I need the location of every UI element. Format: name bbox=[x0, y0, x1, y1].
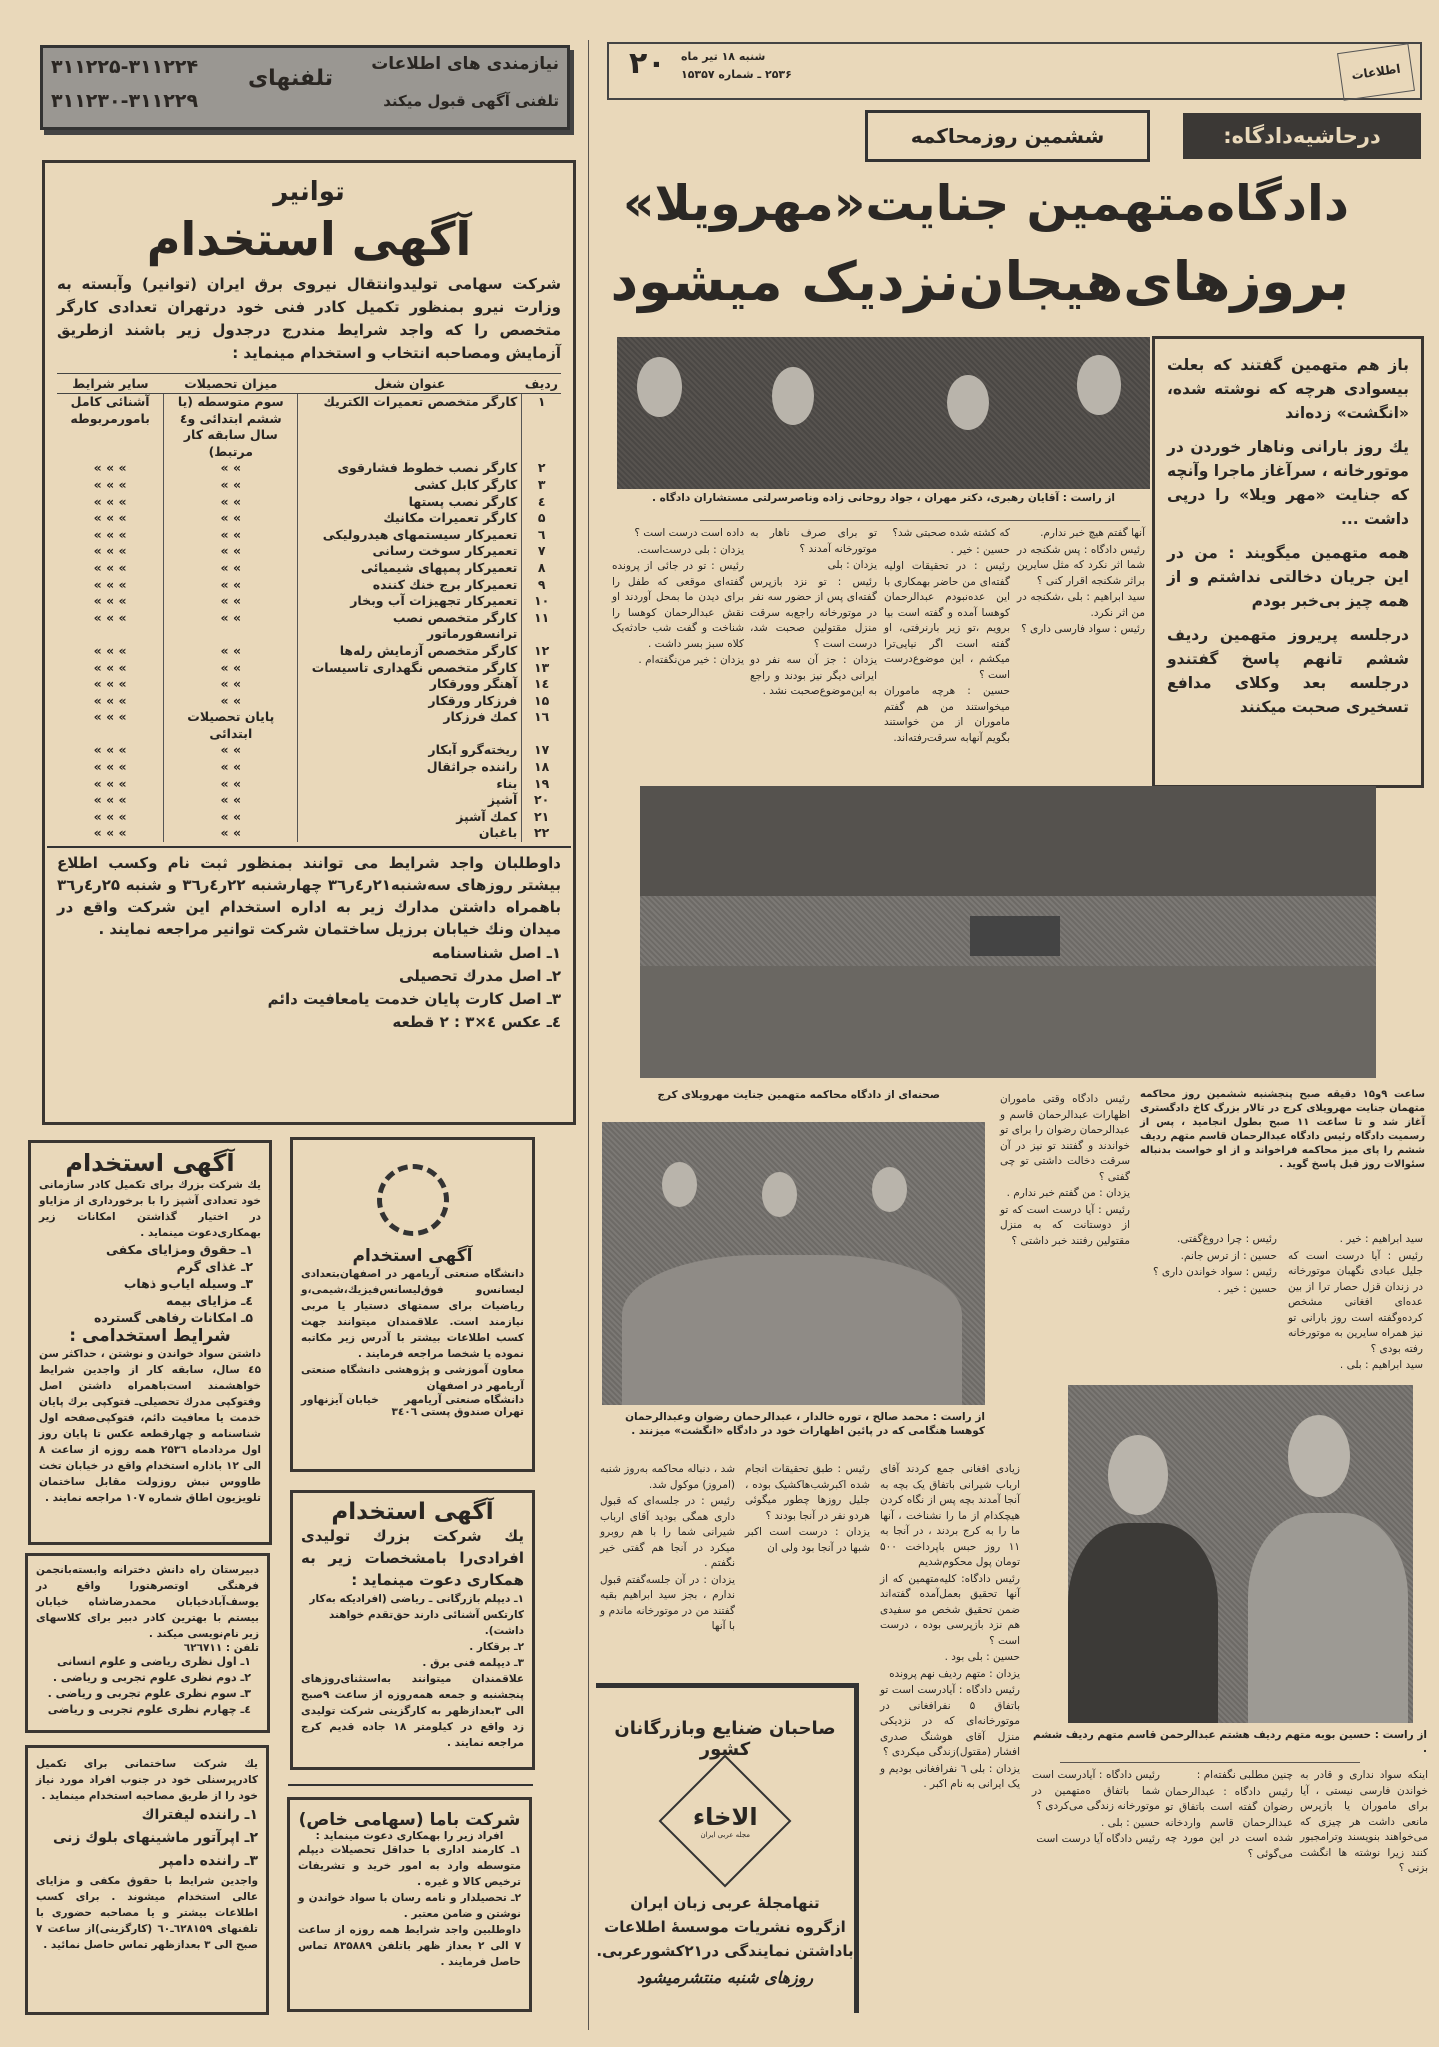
table-row bbox=[57, 643, 561, 660]
school-enrollment-ad bbox=[25, 1553, 270, 1733]
article-paragraph: رئیس : آیا درست است که تو از دوستانت که به منزل مقتولین رفتند خبر داشتی ؟ bbox=[1000, 1203, 1130, 1247]
col-header-row: ردیف bbox=[522, 374, 561, 394]
article-paragraph: یزدان : بلی bbox=[827, 559, 877, 571]
other-requirements: » » » bbox=[93, 510, 127, 526]
job-title: آهنگر وورقکار bbox=[298, 676, 522, 693]
table-row bbox=[57, 543, 561, 560]
ad-phone: تلفن : ٦۲٦۷۱۱ bbox=[183, 1642, 259, 1654]
row-number: ۱٦ bbox=[522, 709, 561, 742]
other-requirements: » » » bbox=[93, 576, 127, 592]
alakha-magazine-ad bbox=[596, 1683, 859, 2013]
education: » » bbox=[164, 792, 298, 809]
article-summary-box bbox=[1152, 336, 1424, 788]
position-item: ۲ـ تحصیلدار و نامه رسان با سواد خواندن و نوشتن و ضامن معتبر . bbox=[298, 1892, 521, 1920]
ad-headline: یك شرکت بزرك تولیدی افرادی‌را بامشخصات زیر به همکاری دعوت مینماید : bbox=[301, 1527, 524, 1589]
issue-date: شنبه ۱۸ تیر ماه bbox=[681, 50, 766, 63]
article-paragraph: چنین مطلبی نگفته‌ام : bbox=[1196, 1769, 1293, 1781]
article-paragraph: سید ابراهیم : بلی ،شکنجه در من اثر نکرد. bbox=[1017, 591, 1145, 619]
job-title: کارگر تعمیرات مکانیك bbox=[298, 510, 522, 527]
other-requirements: » » » bbox=[93, 676, 127, 692]
article-paragraph: رئیس : تو نزد بازپرس گفته‌ای پس از حضور سه نفر در موتورخانه راجع‌به سرقت منزل مقتولین صحبت شد، درست است ؟ bbox=[750, 575, 877, 650]
job-title: راننده جراثقال bbox=[298, 759, 522, 776]
other-requirements: » » » bbox=[93, 742, 127, 758]
ad-title: آگهی استخدام bbox=[352, 1246, 473, 1266]
other-requirements: » » » bbox=[93, 526, 127, 542]
article-paragraph: یزدان : من گفتم خبر ندارم . bbox=[1006, 1187, 1130, 1199]
job-title: تعمیرکار پمپهای شیمیائی bbox=[298, 560, 522, 577]
construction-company-ad bbox=[25, 1745, 269, 2015]
row-number: ۱۷ bbox=[522, 742, 561, 759]
position-item: ۲ـ اپرآتور ماشینهای بلوك زنی bbox=[53, 1830, 258, 1846]
judges-photo bbox=[617, 337, 1150, 489]
table-row bbox=[57, 577, 561, 594]
article-paragraph: یزدان : جز آن سه نفر دو ایرانی دیگر نیز بودند و راجع به این‌موضوع‌صحبت نشد . bbox=[750, 654, 877, 697]
job-title: کارگر کابل کشی bbox=[298, 477, 522, 494]
ad-address-2: دانشگاه صنعتی آریامهر bbox=[404, 1394, 524, 1406]
table-row bbox=[57, 394, 561, 461]
row-number: ۱۲ bbox=[522, 643, 561, 660]
required-document: ۱ـ اصل شناسنامه bbox=[431, 944, 561, 963]
position-item: ۳ـ دیپلمه فنی برق . bbox=[422, 1657, 524, 1669]
article-kicker: درحاشیه‌دادگاه: bbox=[1183, 113, 1421, 159]
article-paragraph: که کشته شده صحبتی شد؟ bbox=[892, 527, 1010, 539]
article-paragraph: رئیس دادگاه: کلیه‌متهمین که از آنها تحقیق بعمل‌آمده گفته‌اند ضمن تحقیق شخص مو سفیدی هم نزد بازپرسی بوده ، درست است ؟ bbox=[880, 1572, 1020, 1647]
article-paragraph: رئیس دادگاه : عبدالرحمان رضوان گفته است باتفاق تو عبدالرحمان قاسم واردخانه شده است در این مورد چه می‌گوئی ؟ bbox=[1165, 1785, 1293, 1860]
tavanir-employment-ad bbox=[42, 160, 576, 1125]
ad-address-3: خیابان آیزنهاور bbox=[301, 1394, 379, 1406]
col-header-title: عنوان شغل bbox=[298, 374, 522, 394]
other-requirements: » » » bbox=[93, 642, 127, 658]
caption-rule bbox=[1060, 1762, 1360, 1763]
row-number: ۱۱ bbox=[522, 610, 561, 643]
production-company-ad bbox=[290, 1490, 535, 1770]
other-requirements: » » » bbox=[93, 692, 127, 708]
row-number: ٦ bbox=[522, 527, 561, 544]
conditions-title: شرایط استخدامی : bbox=[69, 1326, 231, 1346]
closeup-photo-caption: از راست : حسین بوبه متهم ردیف هشتم عبدالرحمن قاسم متهم ردیف ششم . bbox=[1032, 1729, 1427, 1755]
required-document: ۳ـ اصل کارت پایان خدمت یامعافیت دائم bbox=[267, 990, 561, 1009]
article-lead: ساعت ۹و۱۵ دقیقه صبح پنجشنبه ششمین روز محاکمه متهمان جنایت مهرویلای کرج در تالار بزرگ کاخ دادگستری آغاز شد و تا ساعت ۱۱ صبح بطول انجامید ، پس از رسمیت دادگاه رئیس دادگاه عبدالرحمان قاسم متهم ردیف ششم را پای میز محاکمه فراخواند و از او خواست بدنباله سئوالات روز قبل پاسخ گوید . bbox=[1140, 1089, 1425, 1170]
other-requirements: » » » bbox=[93, 825, 127, 841]
row-number: ۲۲ bbox=[522, 825, 561, 842]
benefit-item: ٤ـ مزایای بیمه bbox=[165, 1293, 253, 1308]
table-row bbox=[57, 742, 561, 759]
article-paragraph: رئیس دادگاه : پس شکنجه در شما اثر نکرد که مثل سایرین براثر شکنجه اقرار کنی ؟ bbox=[1017, 543, 1145, 587]
benefit-item: ۱ـ حقوق ومزایای مکفی bbox=[105, 1242, 253, 1257]
position-item: ۱ـ کارمند اداری با حداقل تحصیلات دیپلم متوسطه وارد به امور خرید و تشریفات ترخیص کالا و غیره . bbox=[298, 1844, 521, 1888]
job-title: بناء bbox=[298, 776, 522, 793]
jobs-table bbox=[57, 373, 561, 842]
classifieds-subtitle: تلفنی آگهی قبول میکند bbox=[383, 92, 559, 110]
table-row bbox=[57, 510, 561, 527]
ad-intro: افراد زیر را بهمکاری دعوت مینماید : bbox=[315, 1830, 504, 1842]
education: » » bbox=[164, 693, 298, 710]
job-title: تعمیرکار سوخت رسانی bbox=[298, 543, 522, 560]
courtroom-photo-caption: صحنه‌ای از دادگاه محاکمه متهمین جنایت مهرویلای کرج bbox=[657, 1089, 940, 1101]
table-row bbox=[57, 709, 561, 742]
other-requirements: » » » bbox=[93, 609, 127, 625]
row-number: ۲ bbox=[522, 460, 561, 477]
job-title: کارگر نصب خطوط فشارقوی bbox=[298, 460, 522, 477]
table-row bbox=[57, 494, 561, 511]
classifieds-header-box bbox=[40, 45, 570, 130]
ad-po-box: تهران صندوق پستی ۳٤۰٦ bbox=[391, 1406, 524, 1418]
newspaper-logo: اطلاعات bbox=[1337, 43, 1415, 101]
education: » » bbox=[164, 742, 298, 759]
ad-intro: شرکت سهامی تولیدوانتقال نیروی برق ایران (توانیر) وآبسته به وزارت نیرو بمنظور تکمیل کادر فنی خود درتهران تعدادی کارگر متخصص را که واجد شرایط مندرج درجدول زیر باشند ازطریق آزمایش ومصاحبه انتخاب و استخدام مینماید : bbox=[57, 275, 561, 362]
table-bottom-rule bbox=[47, 846, 571, 848]
caption-rule bbox=[700, 520, 1140, 521]
job-title: باغبان bbox=[298, 825, 522, 842]
headline-line-2: بروزهای‌هیجان‌نزدیک میشود bbox=[610, 250, 1349, 313]
phones-label: تلفنهای bbox=[248, 66, 334, 91]
education: » » bbox=[164, 593, 298, 610]
issue-number: ۲۵۳۶ ـ شماره ۱۵۳۵۷ bbox=[681, 68, 792, 81]
education: » » bbox=[164, 510, 298, 527]
job-title: کارگر متخصص تعمیرات الکتریك bbox=[298, 394, 522, 461]
article-paragraph: رئیس : چرا دروغ‌گفتی. bbox=[1177, 1233, 1277, 1245]
education: پایان تحصیلات ابتدائی bbox=[164, 709, 298, 742]
article-paragraph: یزدان : بلی ٦ نفرافغانی بودیم و یک ایرانی به نام اکبر . bbox=[880, 1762, 1020, 1790]
class-item: ۲ـ دوم نظری علوم تجربی و ریاضی . bbox=[52, 1671, 251, 1684]
article-paragraph: سید ابراهیم : بلی . bbox=[1339, 1359, 1423, 1371]
table-row bbox=[57, 560, 561, 577]
other-requirements: » » » bbox=[93, 593, 127, 609]
ad-outro: داوطلبان واجد شرایط می توانند بمنظور ثبت نام وکسب اطلاع بیشتر روزهای سه‌شنبه۲۱ر٤ر۳٦ چهارشنبه ۲۲ر٤ر۳٦ و شنبه ۲۵ر٤ر۳٦ باهمراه داشتن مدارك زیر به اداره استخدام این شرکت واقع در میدان ونك خیابان برزیل ساختمان شرکت توانیر مراجعه نمایند . bbox=[57, 854, 561, 939]
conditions-text: داشتن سواد خواندن و نوشتن ، حداکثر سن ٤۵ سال، سابقه کار از واجدین شرایط خواهشمند است‌باهمراه داشتن اصل وفتوکپی مدرك تحصیلی‌ـ فتوکپی برك پایان خدمت یا معافیت دائم، فتوکپی‌صفحه اول شناسنامه و چهارقطعه عکس تا پایان روز اول مردادماه ۲۵۳٦ همه روزه از ساعت ۸ الی ۱۲ باداره استخدام واقع در خیابان تخت طاووس نبش روزولت مقابل ساختمان تلویزیون اطاق شماره ۱۰۷ مراجعه نمایند . bbox=[39, 1348, 262, 1504]
article-paragraph: حسین : بلی . bbox=[1100, 1816, 1160, 1829]
ad-intro: یك شرکت ساختمانی برای تکمیل کادرپرسنلی خود در جنوب افراد مورد نیاز خود را از طریق مصاحبه استخدام مینماید . bbox=[36, 1758, 258, 1802]
article-paragraph: یزدان : بلی درست‌است. bbox=[637, 543, 744, 556]
position-item: ۱ـ دیپلم بازرگانی ـ ریاضی (افرادیکه به‌کار کارتکس آشنائی دارند حق‌تقدم خواهند داشت). bbox=[309, 1593, 524, 1637]
education: » » bbox=[164, 577, 298, 594]
judges-photo-caption: از راست : آقایان رهبری، دکتر مهران ، جواد روحانی زاده وناصرسرلتی مستشاران دادگاه . bbox=[651, 492, 1116, 504]
page-number: ۲۰ bbox=[629, 46, 666, 81]
ad-body: دانشگاه صنعتی آریامهر در اصفهان‌بتعدادی لیسانس‌و فوق‌لیسانس‌فیزیك،شیمی،و ریاضیات برای سمتهای دستیار یا مربی نیازمند است. علاقمندان میتوانند جهت کسب اطلاعات بیشتر با آدرس زیر مکاتبه نموده یا شخصا مراجعه فرمایند . bbox=[301, 1268, 524, 1360]
alakha-line-1: تنهامجلهٔ عربی زبان ایران bbox=[630, 1894, 820, 1912]
row-number: ۱٤ bbox=[522, 676, 561, 693]
row-number: ۱۰ bbox=[522, 593, 561, 610]
alakha-line-4: روزهای شنبه منتشرمیشود bbox=[636, 1968, 814, 1987]
other-requirements: » » » bbox=[93, 659, 127, 675]
other-requirements: » » » bbox=[93, 476, 127, 492]
article-paragraph: رئیس دادگاه آیا درست است bbox=[1036, 1833, 1160, 1845]
other-requirements: » » » bbox=[93, 759, 127, 775]
ad-title: آگهی استخدام bbox=[146, 212, 472, 266]
article-paragraph: رئیس : تو در جائی از پرونده گفته‌ای موقعی که طفل را برای دیدن ما بمحل آوردند او نقش عبدالرحمان کوهسا را شناخت و گفت شب حادثه‌یک کلاه سبز بسر داشت . bbox=[612, 560, 744, 650]
education: سوم متوسطه (یا ششم ابتدائی و٤ سال سابقه کار مرتبط) bbox=[164, 394, 298, 461]
ad-intro: یك شرکت بزرك برای تکمیل کادر سازمانی خود تعدادی آشپز را با برخورداری از مزایاو در اختیار گذاشتن امکانات زیر بهمکاری‌دعوت مینماید . bbox=[39, 1179, 261, 1239]
row-number: ۱ bbox=[522, 394, 561, 461]
job-title: کارگر متخصص آزمایش رله‌ها bbox=[298, 643, 522, 660]
row-number: ۱۸ bbox=[522, 759, 561, 776]
ad-address-1: معاون آموزشی و پژوهشی دانشگاه صنعتی آریامهر در اصفهان bbox=[301, 1364, 524, 1392]
other-requirements: » » » bbox=[93, 493, 127, 509]
article-paragraph: شد ، دنباله محاکمه به‌روز شنبه (امروز) موکول شد. bbox=[600, 1463, 735, 1491]
article-paragraph: رئیس دادگاه وقتی ماموران اظهارات عبدالرحمان قاسم و عبدالرحمان رضوان را برای تو خواندند و گفتند تو نیز در آن سرقت دخالت داشتی تو چی گفتی ؟ bbox=[1000, 1093, 1130, 1183]
alakha-line-2: ازگروه نشریات موسسهٔ اطلاعات bbox=[604, 1918, 846, 1936]
required-document: ۲ـ اصل مدرك تحصیلی bbox=[399, 967, 561, 986]
row-number: ۹ bbox=[522, 577, 561, 594]
defendants-photo-caption: از راست : محمد صالح ، توره خالدار ، عبدالرحمان رضوان وعبدالرحمان کوهسا هنگامی که در پائین اظهارات خود در دادگاه «انگشت» میزنند . bbox=[625, 1411, 985, 1437]
education: » » bbox=[164, 676, 298, 693]
article-paragraph: داده است درست است ؟ bbox=[634, 527, 744, 539]
education: » » bbox=[164, 809, 298, 826]
other-requirements: » » » bbox=[93, 543, 127, 559]
alakha-logo-subtitle: مجله عربی ایران bbox=[700, 1831, 750, 1839]
job-title: کارگر نصب پستها bbox=[298, 494, 522, 511]
ad-body: علاقمندان میتوانند به‌استثنای‌روزهای پنجشنبه و جمعه همه‌روزه از ساعت ۹صبح الی ۳بعدازظهر به کارگزینی شرکت تولیدی زد واقع در کیلومتر ۱۸ جاده قدیم کرج مراجعه نمایند . bbox=[301, 1673, 525, 1749]
summary-paragraph: باز هم متهمین گفتند که بعلت بیسوادی هرچه که نوشته شده، «انگشت» زده‌اند bbox=[1167, 356, 1409, 422]
table-row bbox=[57, 776, 561, 793]
headline-line-1: دادگاه‌متهمین جنایت«مهرویلا» bbox=[622, 175, 1349, 232]
education: » » bbox=[164, 610, 298, 643]
col-header-education: میزان تحصیلات bbox=[164, 374, 298, 394]
other-requirements: » » » bbox=[93, 709, 127, 725]
education: » » bbox=[164, 527, 298, 544]
article-paragraph: رئیس : آیا درست است که جلیل عبادی نگهبان موتورخانه در زندان قزل حصار ترا از بین عده‌ای افغانی مشخص کرده‌وگفته است روز بارانی تو نیز همراه سایرین به موتورخانه رفته بودی ؟ bbox=[1288, 1249, 1423, 1355]
table-row bbox=[57, 809, 561, 826]
university-logo-icon bbox=[377, 1164, 449, 1236]
ad-title: شرکت باما (سهامی خاص) bbox=[298, 1810, 521, 1830]
courtroom-photo bbox=[640, 786, 1376, 1078]
table-row bbox=[57, 693, 561, 710]
row-number: ۸ bbox=[522, 560, 561, 577]
article-paragraph: رئیس : طبق تحقیقات انجام شده اکبرشب‌هاکشیک بوده ، جلیل روزها چطور میگوئی هردو نفر در آنجا بودند ؟ bbox=[745, 1463, 870, 1522]
phone-numbers-1: ۳۱۱۲۲۵-۳۱۱۲۲۴ bbox=[51, 56, 199, 78]
education: » » bbox=[164, 776, 298, 793]
article-paragraph: یزدان : متهم ردیف نهم پرونده bbox=[889, 1667, 1020, 1680]
other-requirements: آشنائی کامل بامورمربوطه bbox=[70, 394, 150, 426]
article-kicker-day: ششمین روزمحاکمه bbox=[865, 110, 1150, 162]
job-title: تعمیرکار تجهیزات آب وبخار bbox=[298, 593, 522, 610]
education: » » bbox=[164, 560, 298, 577]
benefit-item: ۲ـ غذای گرم bbox=[176, 1259, 253, 1274]
summary-paragraph: همه متهمین میگویند : من در این جریان دخالتی نداشتم و از همه چیز بی‌خبر بودم bbox=[1167, 544, 1409, 610]
alakha-ad-headline: صاحبان ضنایع وبازرگانان کشور bbox=[614, 1718, 836, 1760]
summary-paragraph: یك روز بارانی وناهار خوردن در موتورخانه ، سرآغاز ماجرا وآنچه که جنایت «مهر ویلا» را درپی داشت ... bbox=[1167, 438, 1409, 528]
education: » » bbox=[164, 759, 298, 776]
article-paragraph: یزدان : خیر من‌نگفته‌ام . bbox=[638, 654, 744, 666]
table-row bbox=[57, 792, 561, 809]
required-document: ٤ـ عکس ٤×۳ : ۲ قطعه bbox=[392, 1013, 561, 1032]
ad-divider bbox=[288, 1784, 533, 1786]
other-requirements: » » » bbox=[93, 559, 127, 575]
article-paragraph: زیادی افغانی جمع کردند آقای ارباب شیرانی باتفاق یک بچه به آنجا آمدند بچه پس از نگاه کردن هیچکدام از ما را نشناخت ، آنها ما را به کرج بردند ، در آنجا به ۱۱ روز حبس باپرداخت ۵۰۰ تومان پول محکوم‌شدیم bbox=[880, 1463, 1020, 1568]
job-title: ریخته‌گرو آبکار bbox=[298, 742, 522, 759]
education: » » bbox=[164, 494, 298, 511]
article-paragraph: حسین : خیر . bbox=[1217, 1282, 1277, 1295]
table-row bbox=[57, 660, 561, 677]
position-item: ۱ـ راننده لیفتراك bbox=[141, 1807, 258, 1823]
article-paragraph: یزدان : درست است اکبر شبها در آنجا بود ولی ان bbox=[745, 1526, 870, 1554]
article-paragraph: آنها گفتم هیچ خبر ندارم. bbox=[1040, 527, 1145, 539]
row-number: ۲۰ bbox=[522, 792, 561, 809]
row-number: ۵ bbox=[522, 510, 561, 527]
ad-body: داوطلبین واجد شرایط همه روزه از ساعت ۷ الی ۲ بعداز ظهر باتلفن ۸۳۵۸۸۹ تماس حاصل فرمایند . bbox=[298, 1924, 521, 1968]
table-row bbox=[57, 593, 561, 610]
article-paragraph: رئیس : در جلسه‌ای که قبول داری همگی بودید آقای ارباب شیرانی شما را با هم روبرو میکرد در آنجا هم گفتی خیر نگفتم . bbox=[600, 1495, 735, 1569]
cook-employment-ad bbox=[28, 1140, 272, 1545]
article-paragraph: حسین : خیر . bbox=[950, 543, 1010, 556]
job-title: کارگر متخصص نصب ترانسفورماتور bbox=[298, 610, 522, 643]
table-row bbox=[57, 759, 561, 776]
page-header bbox=[607, 42, 1422, 100]
job-title: تعمیرکار برج خنك کننده bbox=[298, 577, 522, 594]
class-item: ۱ـ اول نظری ریاضی و علوم انسانی bbox=[56, 1655, 251, 1668]
row-number: ۱۹ bbox=[522, 776, 561, 793]
article-paragraph: رئیس دادگاه : آیادرست است شما باتفاق ه‌متهمین در موتورخانه زندگی می‌کردی ؟ bbox=[1032, 1769, 1160, 1812]
education: » » bbox=[164, 477, 298, 494]
row-number: ٤ bbox=[522, 494, 561, 511]
article-paragraph: تو برای صرف ناهار به موتورخانه آمدند ؟ bbox=[750, 527, 877, 555]
classifieds-title: نیازمندی های اطلاعات bbox=[371, 54, 559, 74]
alakha-logo-star bbox=[659, 1755, 792, 1888]
job-title: فرزکار ورقکار bbox=[298, 693, 522, 710]
article-paragraph: رئیس : سواد خواندن داری ؟ bbox=[1152, 1266, 1277, 1278]
alakha-logo-text: الاخاء bbox=[692, 1803, 758, 1831]
other-requirements: » » » bbox=[93, 808, 127, 824]
class-item: ۳ـ سوم نظری علوم تجربی و ریاضی . bbox=[47, 1687, 251, 1700]
ad-body: دبیرستان راه دانش دخترانه وابسته‌بانجمن فرهنگی اوتصرهتورا واقع در یوسف‌آبادخیابان محمدرضاشاه خیابان بیستم با بهترین کادر دبیر برای کلاسهای زیر نام‌نویسی میکند . bbox=[36, 1564, 259, 1640]
row-number: ۷ bbox=[522, 543, 561, 560]
job-title: کمك فرزکار bbox=[298, 709, 522, 742]
job-title: آشپز bbox=[298, 792, 522, 809]
defendants-photo bbox=[602, 1122, 985, 1405]
bama-company-ad bbox=[287, 1797, 532, 2012]
education: » » bbox=[164, 825, 298, 842]
ad-title: آگهی استخدام bbox=[65, 1149, 235, 1177]
university-employment-ad bbox=[290, 1137, 535, 1472]
article-paragraph: رئیس : در تحقیقات اولیه گفته‌ای من حاضر بهمکاری با این عده‌نبودم عبدالرحمان کوهسا آمده و گفته است بیا برویم ،تو زیر بارنرفتی، او گفته است اگر نیایی‌ترا میکشم ، این موضوع‌درست است ؟ bbox=[884, 560, 1010, 681]
row-number: ۲۱ bbox=[522, 809, 561, 826]
column-divider bbox=[588, 40, 589, 2030]
article-paragraph: یزدان : در آن جلسه‌گفتم قبول ندارم ، بجز سید ابراهیم بقیه گفتند من در موتورخانه ماندم و با آنها bbox=[600, 1573, 735, 1632]
table-row bbox=[57, 610, 561, 643]
col-header-other: سایر شرایط bbox=[57, 374, 164, 394]
benefit-item: ۵ـ امکانات رفاهی گسترده bbox=[94, 1310, 253, 1325]
table-row bbox=[57, 460, 561, 477]
defendants-closeup-photo bbox=[1068, 1385, 1413, 1723]
phone-numbers-2: ۳۱۱۲۳۰-۳۱۱۲۲۹ bbox=[51, 90, 199, 112]
position-item: ۲ـ برقکار . bbox=[469, 1641, 524, 1653]
alakha-line-3: باداشتن نمایندگی در۲۱کشورعربی. bbox=[596, 1942, 854, 1960]
ad-title: آگهی استخدام bbox=[331, 1499, 494, 1525]
article-paragraph: رئیس : سواد فارسی داری ؟ bbox=[1021, 623, 1145, 635]
education: » » bbox=[164, 660, 298, 677]
table-row bbox=[57, 477, 561, 494]
education: » » bbox=[164, 643, 298, 660]
ad-body: واجدین شرایط با حقوق مکفی و مزایای عالی استخدام میشوند . برای کسب اطلاعات بیشتر و یا مصاحبه حضوری با تلفنهای ٦۲۸۱۵۹ـ٦۰ (کارگزینی)از ساعت ۷ صبح الی ۳ بعدازظهر تماس حاصل نمائید . bbox=[36, 1875, 258, 1951]
table-row bbox=[57, 527, 561, 544]
other-requirements: » » » bbox=[93, 775, 127, 791]
article-paragraph: سید ابراهیم : خیر . bbox=[1339, 1233, 1423, 1245]
article-paragraph: اینکه سواد نداری و قادر به خواندن فارسی نیستی ، آیا برای ماموران یا بازپرس مانعی داشت هر چیزی که می‌خواهند بنویسند وترامجبور کنند زیرا نوشته ها انگشت بزنی ؟ bbox=[1300, 1769, 1428, 1874]
other-requirements: » » » bbox=[93, 460, 127, 476]
job-title: تعمیرکار سیستمهای هیدرولیکی bbox=[298, 527, 522, 544]
row-number: ۳ bbox=[522, 477, 561, 494]
article-paragraph: حسین : بلی بود . bbox=[944, 1651, 1020, 1663]
article-paragraph: حسین : هرچه ماموران میخواستند من هم گفتم ماموران از من خواستند بگویم آنهابه سرقت‌رفته‌اند. bbox=[884, 685, 1010, 744]
education: » » bbox=[164, 543, 298, 560]
table-row bbox=[57, 676, 561, 693]
job-title: کمك آشپز bbox=[298, 809, 522, 826]
benefit-item: ۳ـ وسیله ایاب‌و ذهاب bbox=[123, 1276, 253, 1291]
job-title: کارگر متخصص نگهداری تاسیسات bbox=[298, 660, 522, 677]
row-number: ۱۳ bbox=[522, 660, 561, 677]
table-row bbox=[57, 825, 561, 842]
position-item: ۳ـ راننده دامپر bbox=[159, 1853, 258, 1869]
article-paragraph: حسین : از ترس جانم. bbox=[1180, 1249, 1277, 1262]
other-requirements: » » » bbox=[93, 792, 127, 808]
row-number: ۱۵ bbox=[522, 693, 561, 710]
education: » » bbox=[164, 460, 298, 477]
summary-paragraph: درجلسه پریروز متهمین ردیف ششم تانهم پاسخ گفتندو درجلسه بعد وکلای مدافع تسخیری صحبت میکنند bbox=[1167, 626, 1409, 716]
tavanir-logo: توانیر bbox=[273, 177, 345, 207]
article-paragraph: رئیس دادگاه : آیادرست است تو باتفاق ۵ نفرافغانی در موتورخانه‌ای که در نزدیکی منزل آقای هوشنگ صدری افشار (مقتول)زندگی میکردی ؟ bbox=[880, 1684, 1020, 1758]
class-item: ٤ـ چهارم نظری علوم تجربی و ریاضی bbox=[47, 1703, 251, 1716]
